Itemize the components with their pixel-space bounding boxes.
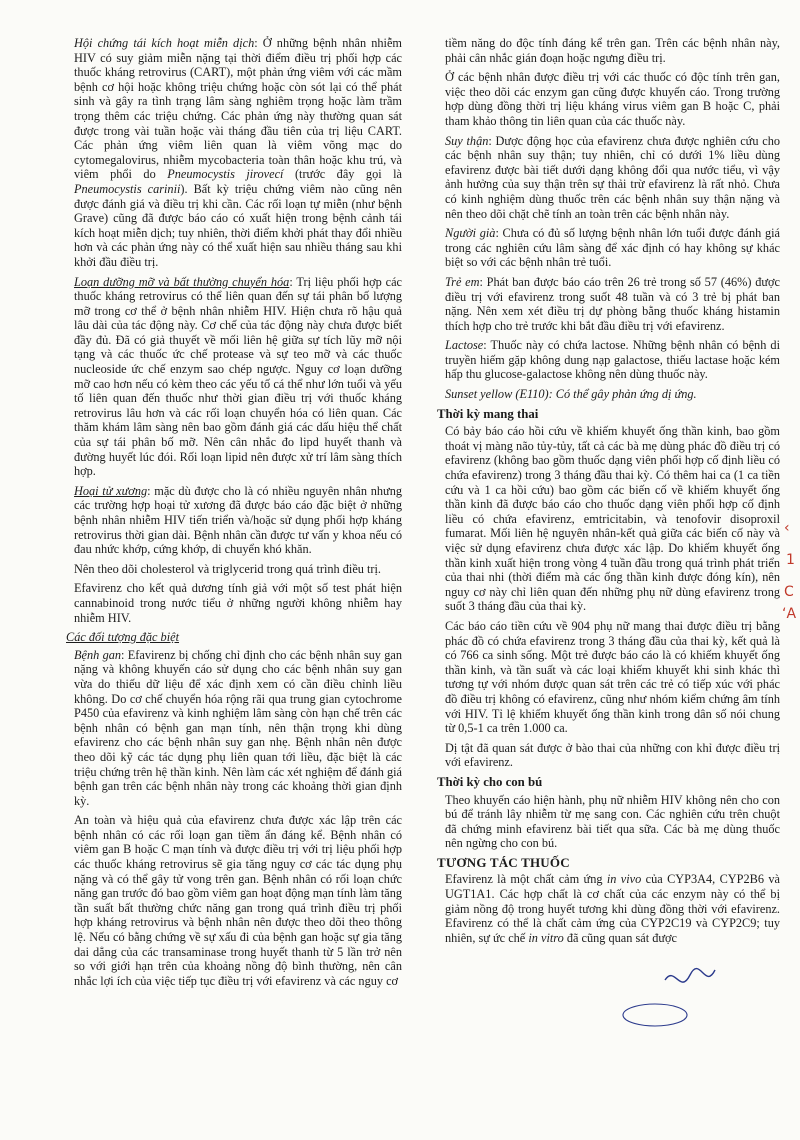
- paragraph-sunset-yellow: Sunset yellow (E110): Có thể gây phản ứng dị ứng.: [445, 387, 697, 402]
- paragraph-pregnancy-retrospective: Có bảy báo cáo hồi cứu về khiếm khuyết ống thần kinh, bao gồm thoát vị màng não tủy-tủy, tất cả các bà mẹ dùng phác đồ điều trị có efavirenz (không bao gồm thuốc dạng viên phối hợp cố định liều có chứa efavirenz) trong 3 tháng đầu thai kỳ. Có thêm hai ca (1 ca tiền cứu và 1 ca hồi cứu) bao gồm các biến cố về khiếm khuyết ống thần kinh đã được báo cáo cho thuốc dạng viên phối hợp cố định liều có chứa efavirenz, emtricitabin, và tenofovir disoproxil fumarat. Mối liên hệ nguyên nhân-kết quả giữa các biến cố này và việc sử dụng efavirenz chưa được xác lập. Do khiếm khuyết ống thần kinh xuất hiện trong vòng 4 tuần đầu trong quá trình phát triển của thai nhi (thời điểm mà các ống thần kinh được đóng kín), nên nguy cơ này chỉ liên quan đến những phụ nữ dùng efavirenz trong suốt 3 tháng đầu của thai kỳ.: [445, 424, 780, 614]
- paragraph-lactation: Theo khuyến cáo hiện hành, phụ nữ nhiễm HIV không nên cho con bú để tránh lây nhiễm từ mẹ sang con. Các nghiên cứu trên chuột đã chứng minh efavirenz bài tiết qua sữa. Các bà mẹ dùng thuốc nên ngừng cho con bú.: [445, 792, 780, 851]
- term-renal: Suy thận: [445, 133, 489, 148]
- paragraph-hepatic-monitoring: Ở các bệnh nhân được điều trị với các thuốc có độc tính trên gan, việc theo dõi các enzym gan cũng được khuyến cáo. Trong trường hợp dùng đồng thời trị liệu kháng virus viêm gan B hoặc C, phải tham khảo thông tin liên quan của các thuốc này.: [445, 70, 780, 128]
- paragraph-pediatric: Trẻ em: Phát ban được báo cáo trên 26 trẻ trong số 57 (46%) được điều trị với efavirenz trong suốt 48 tuần và có 3 trẻ bị phát ban nặng. Nên xem xét điều trị dự phòng bằng thuốc kháng histamin thích hợp cho trẻ trước khi bắt đầu điều trị với efavirenz.: [445, 274, 780, 333]
- margin-mark-1: ‹: [784, 520, 790, 536]
- paragraph-osteonecrosis: Hoại tử xương: mặc dù được cho là có nhiều nguyên nhân nhưng các trường hợp hoại tử xương đã được báo cáo đặc biệt ở những bệnh nhân nhiễm HIV tiến triển và/hoặc sử dụng phối hợp kháng retrovirus thời gian dài. Bệnh nhân cần được tư vấn y khoa nếu có đau nhức khớp, cứng khớp, di chuyển khó khăn.: [74, 483, 402, 557]
- margin-mark-2: 1: [786, 552, 795, 568]
- right-column: [437, 36, 780, 950]
- paragraph-hepatic-continued: tiềm năng do độc tính đáng kể trên gan. Trên các bệnh nhân này, phải cân nhắc gián đoạn hoặc ngưng điều trị.: [445, 36, 780, 65]
- pen-scribble-mark: [660, 960, 720, 1000]
- heading-special-populations: Các đối tượng đặc biệt: [66, 630, 179, 645]
- term-hepatic: Bệnh gan: [74, 647, 122, 662]
- paragraph-hepatic: Bệnh gan: Efavirenz bị chống chỉ định cho các bệnh nhân suy gan nặng và không khuyến cáo sử dụng cho các bệnh nhân suy gan vừa do thiếu dữ liệu để xác định xem có cần điều chỉnh liều không. Do cơ chế chuyển hóa rộng rãi qua trung gian cytochrome P450 của efavirenz và kinh nghiệm lâm sàng còn hạn chế trên các bệnh nhân có bệnh gan mạn tính, nên thận trọng khi dùng efavirenz cho các bệnh nhân suy gan nhẹ. Bệnh nhân nên được theo dõi kỹ các tác dụng phụ liên quan tới liều, đặc biệt là các triệu chứng trên hệ thần kinh. Nên làm các xét nghiệm để đánh giá bệnh gan trên các bệnh nhân này trong các khoảng thời gian định kỳ.: [74, 647, 402, 808]
- paragraph-monkey-malformation: Dị tật đã quan sát được ở bào thai của những con khỉ được điều trị với efavirenz.: [445, 740, 780, 770]
- term-osteonecrosis: Hoại tử xương: [74, 483, 148, 498]
- margin-mark-4: ‘A: [782, 606, 797, 622]
- paragraph-lipodystrophy: Loạn dưỡng mỡ và bất thường chuyển hóa: Trị liệu phối hợp các thuốc kháng retrovirus có thể liên quan đến sự tái phân bố lượng mỡ trong cơ thể ở bệnh nhân nhiễm HIV. Hiện chưa rõ hậu quả lâu dài của tác động này. Cơ chế của tác động này chưa được biết đầy đủ. Đã có giả thuyết về mối liên hệ giữa sự tích lũy mỡ nội tạng và các thuốc ức chế protease và sự teo mỡ và các thuốc nucleoside ức chế enzym sao chép ngược. Nguy cơ loạn dưỡng mỡ cao hơn nếu có kèm theo các yếu tố cá thể như lớn tuổi và yếu tố liên quan đến thuốc như thời gian điều trị với thuốc kháng retrovirus lâu hơn và các rối loạn chuyển hóa có liên quan. Các thăm khám lâm sàng nên bao gồm đánh giá các dấu hiệu thể chất của sự tái phân bố mỡ. Nên cân nhắc đo lipd huyết thanh và đường huyết lúc đói. Rối loạn lipid nên được xử trí lâm sàng thích hợp.: [74, 274, 402, 479]
- term-lactose: Lactose: [445, 338, 484, 353]
- paragraph-immune-reconstitution: Hội chứng tái kích hoạt miễn dịch: Ở những bệnh nhân nhiễm HIV có suy giảm miễn nặng tại thời điểm điều trị phối hợp các thuốc kháng retrovirus (CART), một phản ứng viêm với các mầm bệnh cơ hội hoặc không triệu chứng hoặc còn sót lại có thể phát sinh và gây ra tình trạng lâm sàng nghiêm trọng hoặc làm trầm trọng thêm các triệu chứng. Các phản ứng này thường quan sát được trong vài tuần hoặc vài tháng đầu tiên của trị liệu CART. Các phản ứng viêm liên quan là viêm võng mạc do cytomegalovirus, nhiễm mycobacteria toàn thân hoặc khu trú, và viêm phổi do Pneumocystis jirovecí (trước đây gọi là Pneumocystis carinii). Bất kỳ triệu chứng viêm nào cũng nên được đánh giá và điều trị khi cần. Các rối loạn tự miễn (như bệnh Grave) cũng đã được báo cáo có xuất hiện trong bệnh cảnh tái kích hoạt miễn dịch; tuy nhiên, thời điểm khởi phát thay đổi nhiều hơn và các phản ứng này có thể xuất hiện sau nhiều tháng sau khi khởi đầu điều trị.: [74, 36, 402, 269]
- heading-drug-interactions: TƯƠNG TÁC THUỐC: [437, 854, 570, 870]
- left-column: [66, 36, 402, 993]
- paragraph-renal: Suy thận: Dược động học của efavirenz chưa được nghiên cứu cho các bệnh nhân suy thận; tuy nhiên, chỉ có dưới 1% liều dùng efavirenz được bài tiết dưới dạng không đổi qua nước tiểu, vì vậy ảnh hưởng của suy thận trên sự thải trừ efavirenz là rất nhỏ. Chưa có kinh nghiệm dùng thuốc trên các bệnh nhân suy thận nặng và nên theo dõi chặt chẽ tính an toàn trên các bệnh nhân này.: [445, 133, 780, 221]
- paragraph-cannabinoid: Efavirenz cho kết quả dương tính giả với một số test phát hiện cannabinoid trong nước tiểu ở những người không nhiễm hay nhiễm HIV.: [74, 581, 402, 625]
- margin-mark-3: C: [784, 584, 794, 600]
- heading-lactation: Thời kỳ cho con bú: [437, 774, 543, 789]
- pen-circle-mark: [620, 1000, 690, 1030]
- term-lipodystrophy: Loạn dưỡng mỡ và bất thường chuyển hóa: [74, 274, 290, 289]
- paragraph-cholesterol: Nên theo dõi cholesterol và triglycerid trong quá trình điều trị.: [74, 561, 381, 576]
- term-elderly: Người già: [445, 226, 496, 241]
- paragraph-elderly: Người già: Chưa có đủ số lượng bệnh nhân lớn tuổi được đánh giá trong các nghiên cứu lâm sàng để xác định có hay không sự khác biệt so với các bệnh nhân trẻ tuổi.: [445, 226, 780, 270]
- term-immune-reconstitution: Hội chứng tái kích hoạt miễn dịch: [74, 36, 255, 50]
- paragraph-interactions: Efavirenz là một chất cảm ứng in vivo của CYP3A4, CYP2B6 và UGT1A1. Các hợp chất là cơ chất của các enzym này có thể bị giảm nồng độ trong huyết tương khi dùng đồng thời với efavirenz. Efavirenz có thể là chất cảm ứng của CYP2C19 và CYP2C9; tuy nhiên, sự ức chế in vitro đã cũng quan sát được: [445, 872, 780, 945]
- paragraph-pregnancy-prospective: Các báo cáo tiền cứu về 904 phụ nữ mang thai được điều trị bằng phác đồ có chứa efavirenz trong 3 tháng đầu của thai kỳ, kết quả là có 766 ca sinh sống. Một trẻ được báo cáo là có khiếm khuyết ống thần kinh, và tần suất và các loại khiếm khuyết khi sinh khác thì tương tự với nhóm được quan sát trên các trẻ có tiếp xúc với phác đồ điều trị không có efavirenz, cũng như nhóm kiểm chứng âm tính với HIV. Tỉ lệ khiếm khuyết ống thần kinh trong dân số nói chung từ 0,5-1 ca trên 1.000 ca.: [445, 618, 780, 736]
- paragraph-lactose: Lactose: Thuốc này có chứa lactose. Những bệnh nhân có bệnh di truyền hiếm gặp không dung nạp galactose, thiếu lactase hoặc kém hấp thu glucose-galactose không nên dùng thuốc này.: [445, 338, 780, 382]
- paragraph-hepatic-safety: An toàn và hiệu quả của efavirenz chưa được xác lập trên các bệnh nhân có các rối loạn gan tiềm ẩn đáng kể. Bệnh nhân có viêm gan B hoặc C mạn tính và được điều trị với trị liệu phối hợp các thuốc kháng retrovirus sẽ gia tăng nguy cơ các tác dụng phụ nặng và có thể gây tử vong trên gan. Bệnh nhân có rối loạn chức năng gan trước đó bao gồm viêm gan hoạt động mạn tính làm tăng tần suất bất thường chức năng gan trong quá trình điều trị phối hợp kháng retrovirus và bệnh nhân nên được theo dõi theo thông lệ. Nếu có bằng chứng về sự xấu đi của bệnh gan hoặc sự gia tăng dai dẳng của các transaminase trong huyết thanh từ 5 lần trở nên so với giới hạn trên của khoảng nồng độ bình thường, nên cân nhắc lợi ích của việc tiếp tục điều trị với efavirenz và các nguy cơ: [74, 813, 402, 988]
- term-pediatric: Trẻ em: [445, 274, 480, 289]
- heading-pregnancy: Thời kỳ mang thai: [437, 406, 539, 421]
